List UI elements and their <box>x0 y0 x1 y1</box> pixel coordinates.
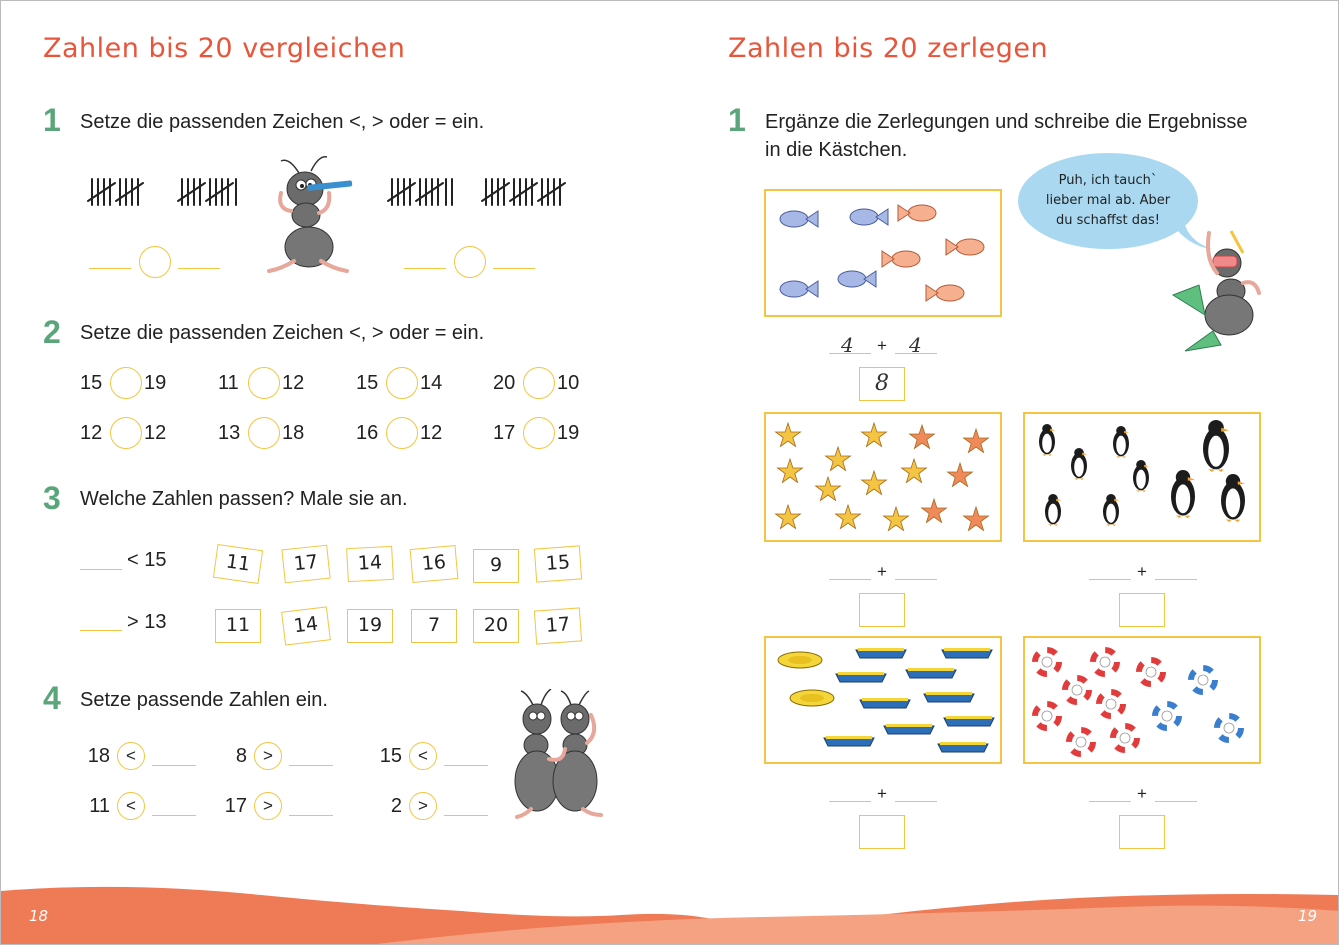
number-box[interactable]: 7 <box>411 609 457 643</box>
example-blank-b <box>895 353 937 354</box>
task4-instruction: Setze passende Zahlen ein. <box>80 689 328 711</box>
sign-circle[interactable] <box>139 246 171 278</box>
lifering-icon <box>1035 650 1059 674</box>
compare-left-number: 17 <box>493 422 516 444</box>
sign-circle[interactable] <box>386 367 418 399</box>
sign-circle[interactable] <box>454 246 486 278</box>
number-box[interactable]: 9 <box>473 549 519 583</box>
compare-left-number: 15 <box>80 372 103 394</box>
sign-circle[interactable] <box>523 417 555 449</box>
task3-instruction: Welche Zahlen passen? Male sie an. <box>80 488 408 510</box>
starfish-picture-box <box>764 412 1002 542</box>
number-box[interactable]: 17 <box>534 607 582 644</box>
number-box[interactable]: 11 <box>215 609 261 643</box>
starfish-icon <box>910 425 935 449</box>
number-box[interactable]: 15 <box>534 545 582 582</box>
penguin-icon <box>1113 426 1129 458</box>
starfish-icon <box>836 505 861 529</box>
fish-icon <box>882 251 920 267</box>
penguin-icon <box>1071 448 1087 480</box>
result-box[interactable] <box>859 815 905 849</box>
bubble-line-1: Puh, ich tauch` <box>1058 173 1158 188</box>
penguin-icon <box>1133 460 1149 492</box>
row2-label: > 13 <box>127 611 167 633</box>
example-blank-a <box>829 353 871 354</box>
compare-left-number: 11 <box>218 372 239 394</box>
fish-icon <box>838 271 876 287</box>
starfish-icon <box>964 429 989 453</box>
penguin-group <box>1025 414 1259 540</box>
rowboat-icon <box>884 724 934 734</box>
answer-blank[interactable] <box>404 268 446 269</box>
penguin-icon <box>1039 424 1055 456</box>
rowboat-icon <box>944 716 994 726</box>
penguin-picture-box <box>1023 412 1261 542</box>
relation-sign: > <box>409 792 437 820</box>
addend-blank[interactable] <box>1155 579 1197 580</box>
addend-blank[interactable] <box>895 801 937 802</box>
fish-picture-box <box>764 189 1002 317</box>
diving-ant-illustration <box>1169 223 1269 363</box>
rowboat-icon <box>924 692 974 702</box>
compare-right-number: 10 <box>557 372 580 394</box>
task2-instruction: Setze die passenden Zeichen <, > oder = ein. <box>80 322 485 344</box>
boat-picture-box <box>764 636 1002 764</box>
fish-icon <box>850 209 888 225</box>
starfish-icon <box>816 477 841 501</box>
answer-blank[interactable] <box>80 630 122 631</box>
ant-with-pencil-illustration <box>259 151 359 281</box>
answer-blank[interactable] <box>152 765 196 766</box>
rowboat-icon <box>836 672 886 682</box>
answer-blank[interactable] <box>80 569 122 570</box>
relation-sign: > <box>254 792 282 820</box>
compare-right-number: 12 <box>420 422 443 444</box>
task3-number: 3 <box>43 480 61 516</box>
sign-circle[interactable] <box>248 367 280 399</box>
right-task1-number: 1 <box>728 102 746 138</box>
row1-label: < 15 <box>127 549 167 571</box>
right-task1-instruction-line2: in die Kästchen. <box>765 139 908 161</box>
lifering-icon <box>1217 716 1241 740</box>
number-box[interactable]: 20 <box>473 609 519 643</box>
fish-icon <box>946 239 984 255</box>
answer-blank[interactable] <box>289 765 333 766</box>
starfish-icon <box>922 499 947 523</box>
lifering-icon <box>1139 660 1163 684</box>
lifering-picture-box <box>1023 636 1261 764</box>
lifering-icon <box>1093 650 1117 674</box>
task1-instruction: Setze die passenden Zeichen <, > oder = ein. <box>80 111 485 133</box>
example-result-box: 8 <box>859 367 905 401</box>
number-box[interactable]: 11 <box>213 544 263 584</box>
example-addend-b: 4 <box>909 333 922 357</box>
boat-group <box>766 638 1000 762</box>
result-box[interactable] <box>1119 593 1165 627</box>
penguin-icon <box>1203 420 1229 472</box>
lifering-icon <box>1191 668 1215 692</box>
sign-circle[interactable] <box>248 417 280 449</box>
starfish-icon <box>862 423 887 447</box>
rowboat-icon <box>824 736 874 746</box>
given-number: 11 <box>89 795 110 817</box>
footer-wave <box>1 881 1339 945</box>
plus-sign: + <box>877 562 887 581</box>
starfish-icon <box>776 423 801 447</box>
addend-blank[interactable] <box>895 579 937 580</box>
task1-number: 1 <box>43 102 61 138</box>
sign-circle[interactable] <box>523 367 555 399</box>
compare-left-number: 13 <box>218 422 241 444</box>
result-box[interactable] <box>1119 815 1165 849</box>
sign-circle[interactable] <box>110 367 142 399</box>
addend-blank[interactable] <box>1089 801 1131 802</box>
example-addend-a: 4 <box>841 333 854 357</box>
given-number: 15 <box>379 745 402 767</box>
right-task1-instruction-line1: Ergänze die Zerlegungen und schreibe die Ergebnisse <box>765 111 1248 133</box>
starfish-icon <box>862 471 887 495</box>
tally-group-4 <box>482 179 565 205</box>
penguin-icon <box>1103 494 1119 526</box>
compare-right-number: 18 <box>282 422 305 444</box>
addend-blank[interactable] <box>829 801 871 802</box>
answer-blank[interactable] <box>444 765 488 766</box>
fish-icon <box>898 205 936 221</box>
number-box[interactable]: 14 <box>346 546 394 582</box>
starfish-icon <box>778 459 803 483</box>
rowboat-icon <box>942 648 992 658</box>
starfish-icon <box>964 507 989 531</box>
answer-blank[interactable] <box>178 268 220 269</box>
compare-right-number: 19 <box>557 422 580 444</box>
compare-right-number: 19 <box>144 372 167 394</box>
tally-group-2 <box>178 179 236 205</box>
answer-blank[interactable] <box>493 268 535 269</box>
number-box[interactable]: 16 <box>410 545 459 583</box>
relation-sign: < <box>117 792 145 820</box>
plus-sign: + <box>1137 784 1147 803</box>
penguin-icon <box>1221 474 1245 522</box>
rowboat-icon <box>856 648 906 658</box>
compare-left-number: 20 <box>493 372 516 394</box>
right-page-title: Zahlen bis 20 zerlegen <box>728 33 1049 64</box>
given-number: 8 <box>235 745 247 767</box>
rowboat-icon <box>906 668 956 678</box>
compare-left-number: 12 <box>80 422 103 444</box>
number-box[interactable]: 19 <box>347 609 393 643</box>
sign-circle[interactable] <box>386 417 418 449</box>
relation-sign: < <box>117 742 145 770</box>
compare-left-number: 16 <box>356 422 379 444</box>
given-number: 2 <box>390 795 402 817</box>
relation-sign: > <box>254 742 282 770</box>
fish-icon <box>780 211 818 227</box>
lifering-icon <box>1155 704 1179 728</box>
right-page-number: 19 <box>1298 907 1318 925</box>
bubble-line-3: du schaffst das! <box>1056 213 1160 228</box>
speech-bubble-text <box>1031 171 1185 231</box>
answer-blank[interactable] <box>289 815 333 816</box>
given-number: 17 <box>224 795 247 817</box>
addend-blank[interactable] <box>1089 579 1131 580</box>
answer-blank[interactable] <box>89 268 131 269</box>
task2-number: 2 <box>43 314 61 350</box>
starfish-icon <box>776 505 801 529</box>
starfish-icon <box>948 463 973 487</box>
number-box[interactable]: 14 <box>281 606 331 645</box>
raft-icon <box>790 690 834 706</box>
given-number: 18 <box>87 745 110 767</box>
rowboat-icon <box>860 698 910 708</box>
fish-icon <box>780 281 818 297</box>
tally-group-1 <box>88 179 143 205</box>
sign-circle[interactable] <box>110 417 142 449</box>
compare-right-number: 12 <box>144 422 167 444</box>
two-ants-illustration <box>491 689 621 819</box>
number-box[interactable]: 17 <box>281 545 330 584</box>
result-box[interactable] <box>859 593 905 627</box>
compare-left-number: 15 <box>356 372 379 394</box>
penguin-icon <box>1171 470 1195 518</box>
fish-group <box>766 191 1000 315</box>
left-page-title: Zahlen bis 20 vergleichen <box>43 33 406 64</box>
lifering-group <box>1025 638 1259 762</box>
starfish-icon <box>902 459 927 483</box>
raft-icon <box>778 652 822 668</box>
bubble-line-2: lieber mal ab. Aber <box>1045 193 1171 208</box>
lifering-icon <box>1113 726 1137 750</box>
lifering-icon <box>1035 704 1059 728</box>
example-plus: + <box>877 336 887 355</box>
compare-right-number: 12 <box>282 372 305 394</box>
relation-sign: < <box>409 742 437 770</box>
addend-blank[interactable] <box>829 579 871 580</box>
answer-blank[interactable] <box>152 815 196 816</box>
plus-sign: + <box>877 784 887 803</box>
addend-blank[interactable] <box>1155 801 1197 802</box>
starfish-group <box>766 414 1000 540</box>
task4-number: 4 <box>43 680 61 716</box>
lifering-icon <box>1069 730 1093 754</box>
left-page-number: 18 <box>29 907 49 925</box>
starfish-icon <box>826 447 851 471</box>
compare-right-number: 14 <box>420 372 443 394</box>
lifering-icon <box>1099 692 1123 716</box>
starfish-icon <box>884 507 909 531</box>
rowboat-icon <box>938 742 988 752</box>
tally-group-3 <box>388 179 452 205</box>
plus-sign: + <box>1137 562 1147 581</box>
fish-icon <box>926 285 964 301</box>
answer-blank[interactable] <box>444 815 488 816</box>
penguin-icon <box>1045 494 1061 526</box>
lifering-icon <box>1065 678 1089 702</box>
